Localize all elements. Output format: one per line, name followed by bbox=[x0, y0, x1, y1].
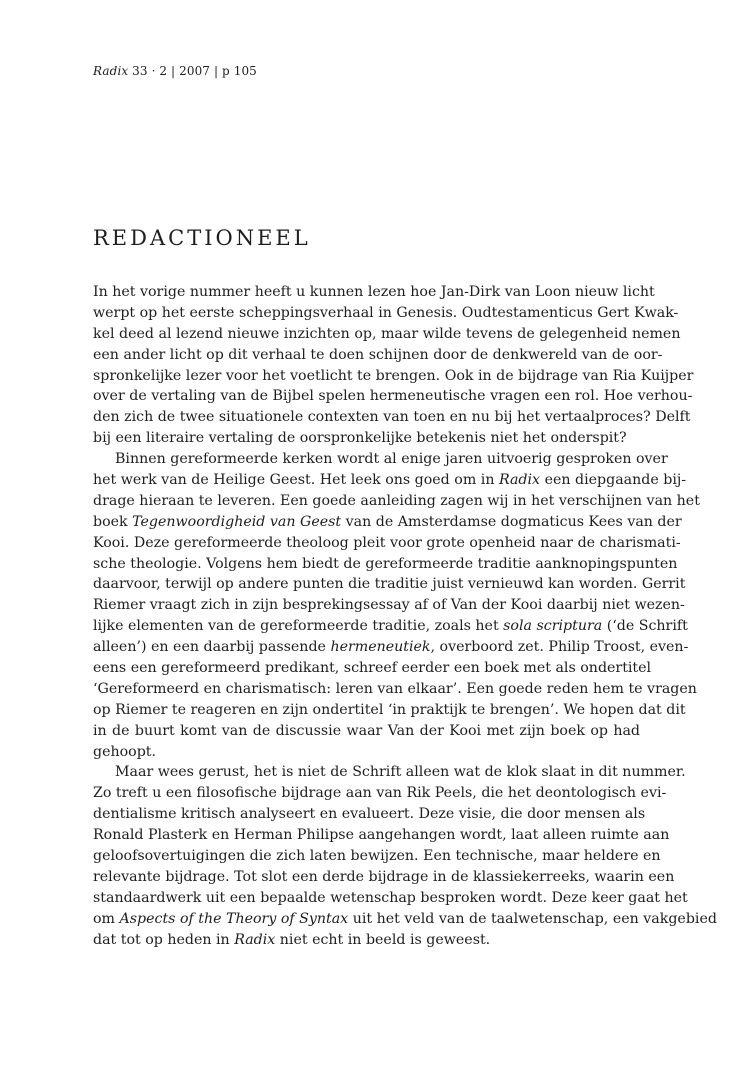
text-line: werpt op het eerste scheppingsverhaal in Genesis. Oudtestamenticus Gert Kwak- bbox=[93, 304, 679, 321]
emphasis: hermeneutiek bbox=[330, 639, 431, 656]
paragraph bbox=[93, 449, 700, 762]
text-line: kel deed al lezend nieuwe inzichten op, maar wilde tevens de gelegenheid nemen bbox=[93, 325, 681, 342]
text-line: drage hieraan te leveren. Een goede aanleiding zagen wij in het verschijnen van het bbox=[93, 492, 700, 509]
text-line: op Riemer te reageren en zijn ondertitel ‘in praktijk te brengen’. We hopen dat dit bbox=[93, 701, 686, 718]
paragraph bbox=[93, 282, 694, 449]
text-line: spronkelijke lezer voor het voetlicht te brengen. Ook in de bijdrage van Ria Kuijper bbox=[93, 367, 694, 384]
text-line: eens een gereformeerd predikant, schreef eerder een boek met als ondertitel bbox=[93, 660, 652, 677]
text-line: Kooi. Deze gereformeerde theoloog pleit voor grote openheid naar de charismati- bbox=[93, 534, 681, 551]
text-line: een ander licht op dit verhaal te doen schijnen door de denkwereld van de oor- bbox=[93, 346, 663, 363]
text-line: standaardwerk uit een bepaalde wetenschap besproken wordt. Deze keer gaat het bbox=[93, 889, 688, 906]
text-line: boek Tegenwoordigheid van Geest van de Amsterdamse dogmaticus Kees van der bbox=[93, 513, 682, 530]
text-line: In het vorige nummer heeft u kunnen lezen hoe Jan-Dirk van Loon nieuw licht bbox=[93, 284, 655, 300]
text-line: alleen’) en een daarbij passende hermeneutiek, overboord zet. Philip Troost, even- bbox=[93, 639, 689, 656]
article-body bbox=[93, 282, 717, 951]
book-title: Aspects of the Theory of Syntax bbox=[119, 910, 349, 927]
emphasis: Radix bbox=[498, 472, 541, 489]
book-title: Tegenwoordigheid van Geest bbox=[132, 513, 342, 530]
text-line: Maar wees gerust, het is niet de Schrift alleen wat de klok slaat in dit nummer. bbox=[115, 764, 686, 781]
text-line: relevante bijdrage. Tot slot een derde bijdrage in de klassiekerreeks, waarin een bbox=[93, 868, 675, 885]
journal-name: Radix bbox=[93, 64, 129, 78]
emphasis: sola scriptura bbox=[503, 618, 603, 635]
text-line: Binnen gereformeerde kerken wordt al enige jaren uitvoerig gesproken over bbox=[115, 451, 668, 468]
text-line: dat tot op heden in Radix niet echt in beeld is geweest. bbox=[93, 931, 491, 948]
text-line: den zich de twee situationele contexten van toen en nu bij het vertaalproces? Delft bbox=[93, 409, 691, 426]
text-line: gehoopt. bbox=[93, 743, 156, 760]
text-line: het werk van de Heilige Geest. Het leek ons goed om in Radix een diepgaande bij- bbox=[93, 472, 687, 489]
running-header bbox=[93, 64, 257, 78]
text-line: Riemer vraagt zich in zijn besprekingsessay af of Van der Kooi daarbij niet wezen- bbox=[93, 597, 685, 614]
text-line: Zo treft u een filosofische bijdrage aan van Rik Peels, die het deontologisch evi- bbox=[93, 785, 667, 802]
text-line: in de buurt komt van de discussie waar Van der Kooi met zijn boek op had bbox=[93, 722, 640, 739]
text-line: dentialisme kritisch analyseert en evalueert. Deze visie, die door mensen als bbox=[93, 806, 646, 823]
text-line: over de vertaling van de Bijbel spelen hermeneutische vragen een rol. Hoe verhou- bbox=[93, 388, 693, 405]
text-line: ‘Gereformeerd en charismatisch: leren van elkaar’. Een goede reden hem te vragen bbox=[93, 680, 697, 697]
text-line: daarvoor, terwijl op andere punten die traditie juist vernieuwd kan worden. Gerrit bbox=[93, 576, 686, 593]
text-line: lijke elementen van de gereformeerde traditie, zoals het sola scriptura (‘de Schrift bbox=[93, 618, 688, 635]
issue-info: 33 · 2 | 2007 | p 105 bbox=[128, 64, 257, 78]
article-title: REDACTIONEEL bbox=[93, 226, 311, 250]
text-line: geloofsovertuigingen die zich laten bewijzen. Een technische, maar heldere en bbox=[93, 848, 661, 865]
emphasis: Radix bbox=[234, 931, 276, 948]
text-line: om Aspects of the Theory of Syntax uit het veld van de taalwetenschap, een vakgebied bbox=[93, 910, 717, 927]
paragraph bbox=[93, 762, 717, 950]
text-line: sche theologie. Volgens hem biedt de gereformeerde traditie aanknopingspunten bbox=[93, 555, 678, 572]
text-line: bij een literaire vertaling de oorspronkelijke betekenis niet het onderspit? bbox=[93, 430, 627, 447]
text-line: Ronald Plasterk en Herman Philipse aangehangen wordt, laat alleen ruimte aan bbox=[93, 827, 670, 844]
